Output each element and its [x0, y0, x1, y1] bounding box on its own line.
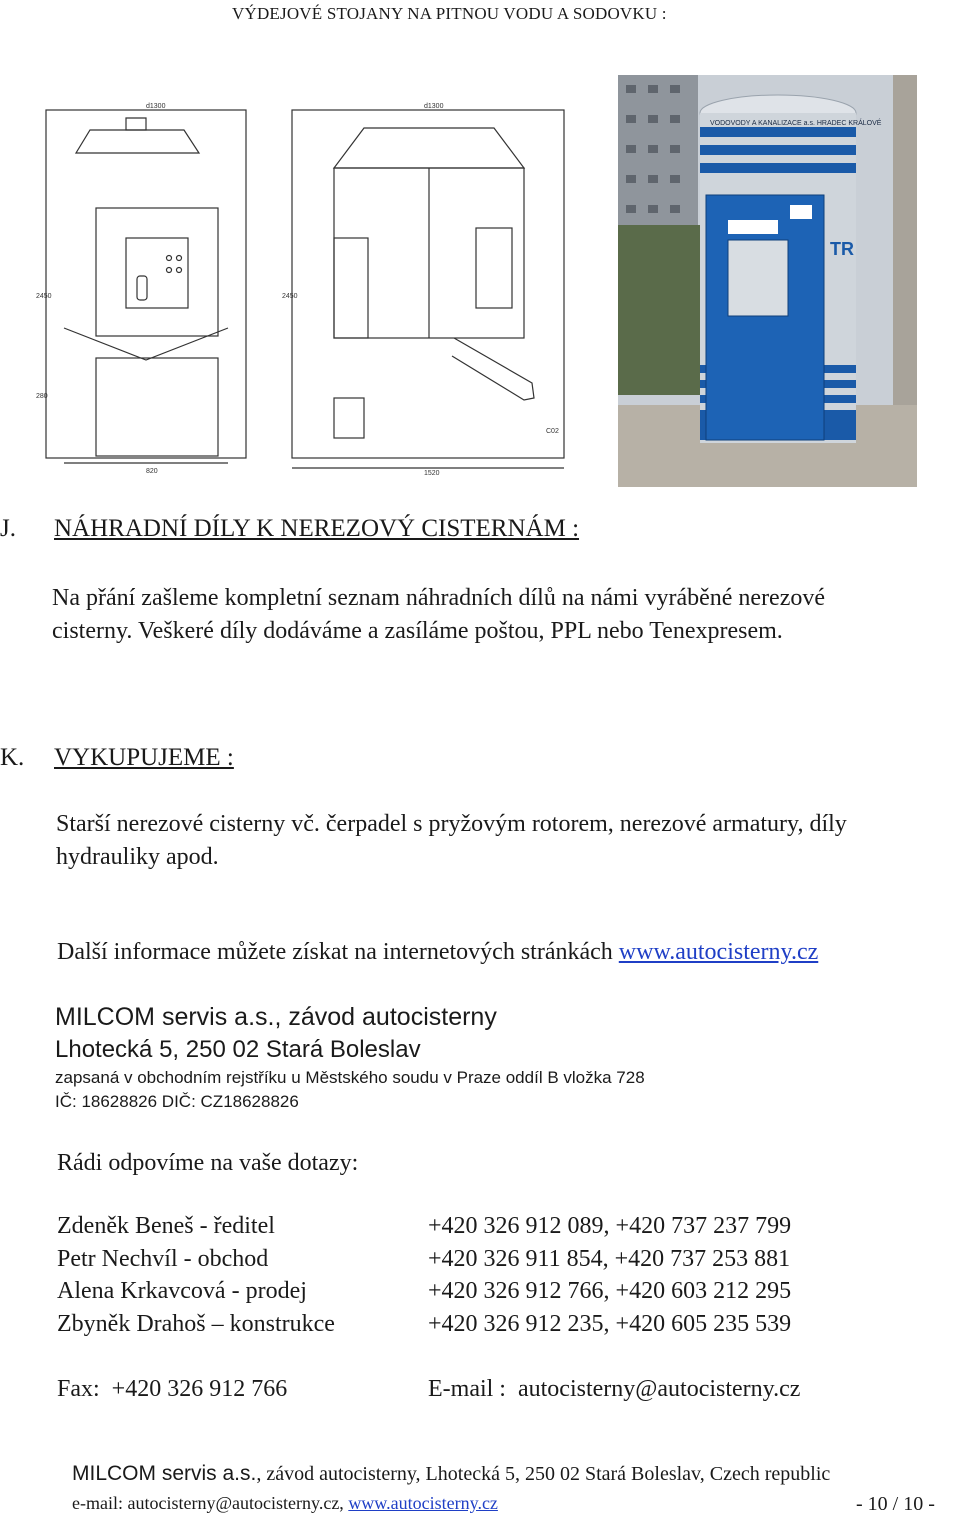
contact-name: Zbyněk Drahoš – konstrukce [57, 1311, 335, 1337]
photo-trees [618, 225, 713, 395]
footer-contact-line [72, 1493, 498, 1514]
drawing-right-panel [476, 228, 512, 308]
drawing-bottle [137, 276, 147, 300]
drawing-left-frame [46, 110, 246, 458]
drawing-left-funnel [64, 328, 228, 360]
page-number: - 10 / 10 - [856, 1493, 935, 1515]
website-link[interactable]: www.autocisterny.cz [618, 939, 819, 965]
photo-label [728, 220, 778, 234]
fax-number: +420 326 912 766 [111, 1376, 288, 1402]
photo-stripe [700, 145, 856, 155]
contact-phones: +420 326 912 235, +420 605 235 539 [428, 1311, 792, 1337]
photo-stripe [700, 127, 856, 137]
drawing-right-roof [334, 128, 524, 168]
section-j-body: Na přání zašleme kompletní seznam náhradních dílů na námi vyráběné nerezové cisterny. Veškeré díly dodáváme a zasíláme poštou, PPL nebo Tenexpresem. [52, 585, 826, 644]
dispenser-photo [618, 75, 917, 487]
section-j-letter: J. [0, 515, 16, 542]
contact-name: Zdeněk Beneš - ředitel [57, 1213, 275, 1239]
drawing-left-cabinet [96, 358, 218, 456]
email-address[interactable]: autocisterny@autocisterny.cz [517, 1376, 801, 1402]
contact-phones: +420 326 912 089, +420 737 237 799 [428, 1213, 792, 1239]
photo-sign-text: VODOVODY A KANALIZACE a.s. HRADEC KRÁLOVÉ [710, 120, 882, 127]
email-line [428, 1376, 800, 1403]
info-line [57, 939, 818, 966]
section-k-heading [0, 744, 234, 772]
drawing-right-dispense-window [334, 238, 368, 338]
dispenser-technical-drawing [34, 98, 574, 476]
drawing-left-panel [96, 208, 218, 336]
footer-email: e-mail: autocisterny@autocisterny.cz, [72, 1493, 349, 1513]
contact-phones: +420 326 912 766, +420 603 212 295 [428, 1278, 792, 1304]
drawing-left-roof [76, 130, 199, 153]
drawing-dim-label: 280 [36, 393, 48, 400]
drawing-left-vent [126, 118, 146, 130]
drawing-dim-label: C02 [546, 428, 559, 435]
drawing-dim-label: d1300 [146, 103, 166, 110]
email-label: E-mail : [428, 1376, 506, 1402]
footer-company-line [72, 1462, 830, 1486]
section-j-title: NÁHRADNÍ DÍLY K NEREZOVÝ CISTERNÁM : [54, 515, 580, 542]
company-name: MILCOM servis a.s. [55, 1003, 275, 1031]
info-text: Další informace můžete získat na internetových stránkách [57, 939, 619, 965]
drawing-button [177, 256, 182, 261]
footer-website-link[interactable]: www.autocisterny.cz [348, 1493, 498, 1513]
footer-company-name: MILCOM servis a.s. [72, 1462, 257, 1485]
drawing-button [167, 268, 172, 273]
company-address: Lhotecká 5, 250 02 Stará Boleslav [55, 1036, 421, 1063]
drawing-dim-label: 1520 [424, 470, 440, 476]
company-register: zapsaná v obchodním rejstříku u Městského soudu v Praze oddíl B vložka 728 [55, 1068, 645, 1087]
photo-stripe [700, 163, 856, 173]
drawing-dim-label: 2450 [282, 293, 298, 300]
section-k-title: VYKUPUJEME : [54, 744, 234, 771]
photo-notice [790, 205, 812, 219]
photo-side-text: TR [830, 239, 854, 259]
drawing-dim-label: 820 [146, 468, 158, 475]
company-name-line [55, 1003, 497, 1032]
footer-company-rest: , závod autocisterny, Lhotecká 5, 250 02 Stará Boleslav, Czech republic [256, 1463, 831, 1485]
drawing-button [167, 256, 172, 261]
section-k-body: Starší nerezové cisterny vč. čerpadel s pryžovým rotorem, nerezové armatury, díly hydrauliky apod. [56, 811, 847, 870]
drawing-right-frame [292, 110, 564, 458]
drawing-right-hatch [334, 398, 364, 438]
fax-label: Fax: [57, 1376, 100, 1402]
contact-name: Petr Nechvíl - obchod [57, 1246, 269, 1272]
contact-name: Alena Krkavcová - prodej [57, 1278, 307, 1304]
drawing-dim-label: d1300 [424, 103, 444, 110]
section-k-letter: K. [0, 744, 25, 771]
contact-phones: +420 326 911 854, +420 737 253 881 [428, 1246, 791, 1272]
section-j-heading [0, 515, 579, 543]
page-header-title: VÝDEJOVÉ STOJANY NA PITNOU VODU A SODOVKU : [232, 4, 667, 23]
company-name-suffix: , závod autocisterny [274, 1003, 497, 1031]
photo-dispense-window [728, 240, 788, 316]
contacts-intro: Rádi odpovíme na vaše dotazy: [57, 1150, 359, 1176]
drawing-button [177, 268, 182, 273]
drawing-outlet-pipe [452, 338, 534, 400]
fax-line [57, 1376, 287, 1403]
company-ids: IČ: 18628826 DIČ: CZ18628826 [55, 1092, 299, 1111]
drawing-dim-label: 2450 [36, 293, 52, 300]
